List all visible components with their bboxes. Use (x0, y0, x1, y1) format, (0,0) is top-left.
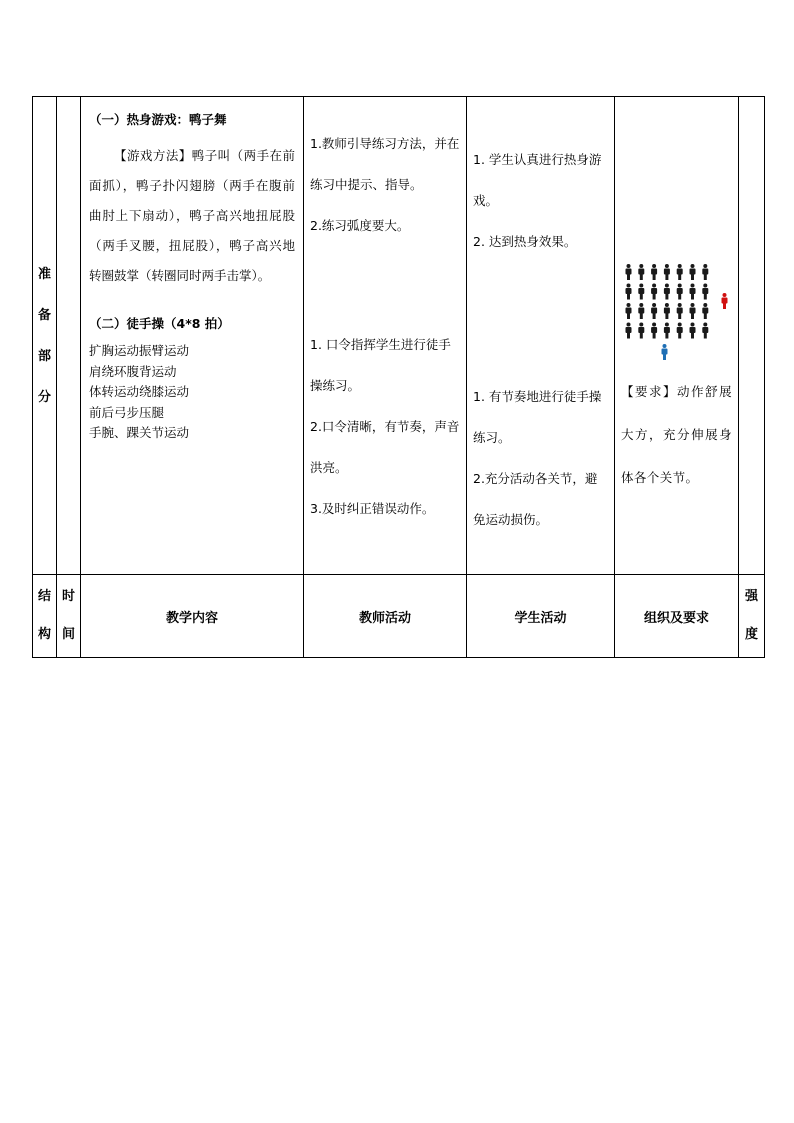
intensity-cell (739, 97, 765, 575)
warmup-game-title: （一）热身游戏：鸭子舞 (89, 112, 227, 127)
student-figure (638, 284, 644, 300)
student-figure (651, 323, 657, 339)
student-figure (664, 323, 670, 339)
student-figure (702, 303, 708, 319)
student-figure (638, 303, 644, 319)
list-item: 前后弓步压腿 (89, 404, 165, 420)
student-figure (677, 284, 683, 300)
lesson-plan-table (32, 96, 765, 658)
student-figure (664, 284, 670, 300)
student-figure (626, 264, 632, 280)
student-figure (664, 303, 670, 319)
student-figure (702, 264, 708, 280)
exercise-list (89, 341, 295, 444)
header-time: 时 间 (57, 575, 81, 658)
student-figure (638, 264, 644, 280)
teacher-b3: 3.及时纠正错误动作。 (310, 501, 435, 516)
student-figure (651, 303, 657, 319)
student-figure (626, 284, 632, 300)
student-figure (626, 323, 632, 339)
student-figure (677, 264, 683, 280)
requirement-text: 【要求】动作舒展大方，充分伸展身体各个关节。 (621, 384, 732, 485)
student-figure (702, 284, 708, 300)
student-a1: 1. 学生认真进行热身游戏。 (473, 152, 602, 208)
student-b2: 2.充分活动各关节，避免运动损伤。 (473, 471, 598, 527)
game-method-text: 【游戏方法】鸭子叫（两手在前面抓），鸭子扑闪翅膀（两手在腹前曲肘上下扇动），鸭子高兴地扭屁股（两手叉腰，扭屁股），鸭子高兴地转圈鼓掌（转圈同时两手击掌）。 (89, 148, 295, 283)
section-label: 准 备 部 分 (33, 97, 57, 575)
formation-diagram (623, 262, 733, 364)
student-figure (638, 323, 644, 339)
student-figure (664, 264, 670, 280)
teacher-a2: 2.练习弧度要大。 (310, 218, 410, 233)
free-exercise-title: （二）徒手操（4*8 拍） (89, 316, 230, 331)
student-figure (677, 323, 683, 339)
list-item: 体转运动绕膝运动 (89, 384, 190, 399)
student-figure (651, 264, 657, 280)
teacher-a1: 1.教师引导练习方法，并在练习中提示、指导。 (310, 136, 460, 192)
header-org: 组织及要求 (615, 575, 739, 658)
organization-cell (615, 97, 739, 575)
warmup-row (33, 97, 765, 575)
header-intensity: 强 度 (739, 575, 765, 658)
teacher-b2: 2.口令清晰，有节奏，声音洪亮。 (310, 419, 460, 475)
student-figure (677, 303, 683, 319)
student-figure (690, 303, 696, 319)
header-student: 学生活动 (467, 575, 615, 658)
content-cell (81, 97, 304, 575)
student-figure (651, 284, 657, 300)
list-item: 扩胸运动振臂运动 (89, 343, 190, 358)
student-figure (626, 303, 632, 319)
student-figure (702, 323, 708, 339)
header-structure: 结 构 (33, 575, 57, 658)
student-figure (690, 264, 696, 280)
header-content: 教学内容 (81, 575, 304, 658)
time-cell (57, 97, 81, 575)
list-item: 手腕、踝关节运动 (89, 425, 190, 440)
student-activity-cell (467, 97, 615, 575)
teacher-activity-cell (304, 97, 467, 575)
leader-figure (662, 344, 668, 360)
teacher-figure (722, 293, 728, 309)
student-figure (690, 284, 696, 300)
student-a2: 2. 达到热身效果。 (473, 234, 577, 249)
header-row (33, 575, 765, 658)
header-teacher: 教师活动 (304, 575, 467, 658)
teacher-b1: 1. 口令指挥学生进行徒手操练习。 (310, 337, 451, 393)
list-item: 肩绕环腹背运动 (89, 363, 177, 379)
student-b1: 1. 有节奏地进行徒手操练习。 (473, 389, 602, 445)
student-figure (690, 323, 696, 339)
